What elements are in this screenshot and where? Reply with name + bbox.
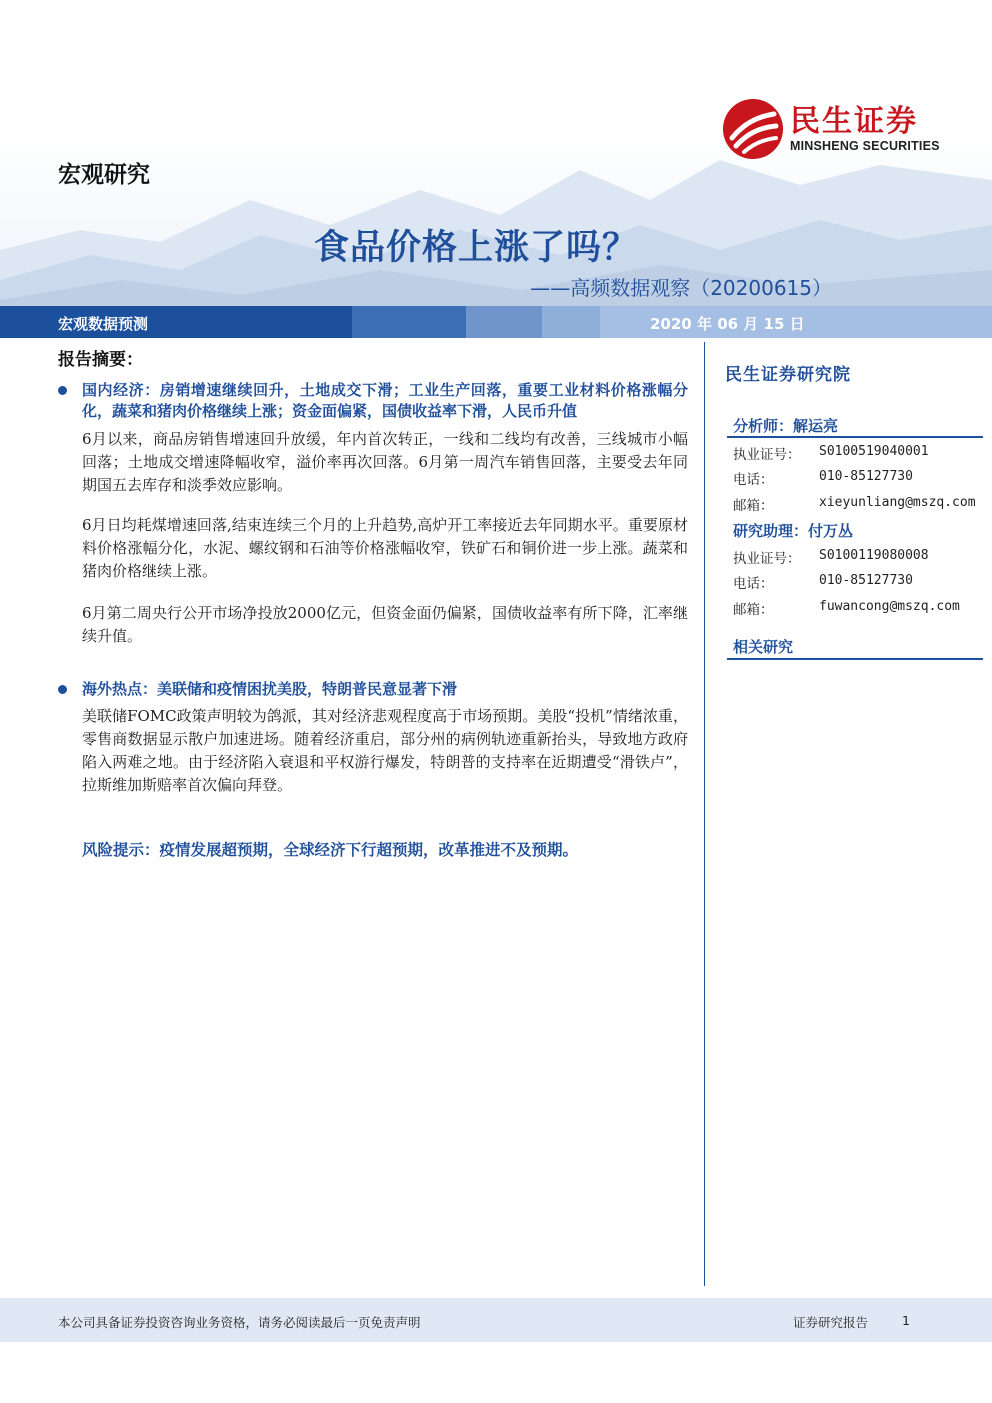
report-subtitle: ——高频数据观察（20200615） (530, 276, 832, 300)
related-research-title: 相关研究 (733, 638, 794, 656)
analyst-phone: 010-85127730 (819, 469, 913, 484)
report-type-label: 宏观数据预测 (58, 315, 149, 333)
analyst-title: 分析师：解运亮 (733, 417, 839, 435)
bullet-dot-icon (58, 685, 67, 694)
paragraph-overseas: 美联储FOMC政策声明较为鸽派，其对经济悲观程度高于市场预期。美股“投机”情绪浓重，零售商数据显示散户加速进场。随着经济重启，部分州的病例轨迹重新抬头，导致地方政府陷入两难之地。由于经济陷入衰退和平权游行爆发，特朗普的支持率在近期遭受“滑铁卢”，拉斯维加斯赔率首次偏向拜登。 (82, 707, 688, 794)
bullet-dot-icon (58, 386, 67, 395)
related-research-divider (727, 658, 983, 660)
company-logo (722, 98, 940, 160)
assistant-phone: 010-85127730 (819, 573, 913, 588)
section-bullet-overseas: 海外热点：美联储和疫情困扰美股，特朗普民意显著下滑 (82, 680, 458, 698)
header-band (0, 306, 992, 338)
summary-heading: 报告摘要： (58, 350, 143, 370)
assistant-title: 研究助理：付万丛 (733, 522, 854, 540)
footer-report-type: 证券研究报告 (793, 1315, 869, 1330)
paragraph-liquidity: 6月第二周央行公开市场净投放2000亿元，但资金面仍偏紧，国债收益率有所下降，汇率继续升值。 (82, 604, 688, 645)
assistant-cert-number: S0100119080008 (819, 548, 929, 563)
analyst-email[interactable]: xieyunliang@mszq.com (819, 495, 976, 510)
report-title (0, 220, 992, 270)
assistant-email[interactable]: fuwancong@mszq.com (819, 599, 960, 614)
report-date: 2020 年 06 月 15 日 (650, 315, 805, 333)
report-category: 宏观研究 (58, 162, 150, 188)
assistant-email-label: 邮箱： (733, 602, 774, 618)
paragraph-housing: 6月以来，商品房销售增速回升放缓，年内首次转正，一线和二线均有改善，三线城市小幅回落；土地成交增速降幅收窄，溢价率再次回落。6月第一周汽车销售回落，主要受去年同期国五去库存和淡季效应影响。 (82, 430, 688, 494)
analyst-cert-label: 执业证号： (733, 447, 801, 463)
research-institute: 民生证券研究院 (725, 365, 851, 385)
minsheng-logo-icon (722, 98, 784, 160)
report-title-text: 食品价格上涨了吗？ (313, 228, 638, 268)
page-number: 1 (902, 1313, 910, 1328)
paragraph-industry: 6月日均耗煤增速回落,结束连续三个月的上升趋势,高炉开工率接近去年同期水平。重要原材料价格涨幅分化，水泥、螺纹钢和石油等价格涨幅收窄，铁矿石和铜价进一步上涨。蔬菜和猪肉价格继续上涨。 (82, 516, 688, 580)
analyst-divider (727, 436, 983, 438)
logo-english-name: MINSHENG SECURITIES (790, 139, 940, 153)
risk-warning: 风险提示：疫情发展超预期，全球经济下行超预期，改革推进不及预期。 (82, 840, 579, 859)
section-bullet-domestic: 国内经济：房销增速继续回升，土地成交下滑；工业生产回落，重要工业材料价格涨幅分化，蔬菜和猪肉价格继续上涨；资金面偏紧，国债收益率下滑，人民币升值 (82, 381, 688, 420)
analyst-cert-number: S0100519040001 (819, 444, 929, 459)
analyst-phone-label: 电话： (733, 472, 774, 488)
logo-chinese-name: 民生证券 (790, 104, 918, 139)
assistant-phone-label: 电话： (733, 576, 774, 592)
column-divider (704, 342, 705, 1286)
footer-disclaimer: 本公司具备证券投资咨询业务资格，请务必阅读最后一页免责声明 (58, 1315, 421, 1330)
analyst-email-label: 邮箱： (733, 498, 774, 514)
assistant-cert-label: 执业证号： (733, 551, 801, 567)
